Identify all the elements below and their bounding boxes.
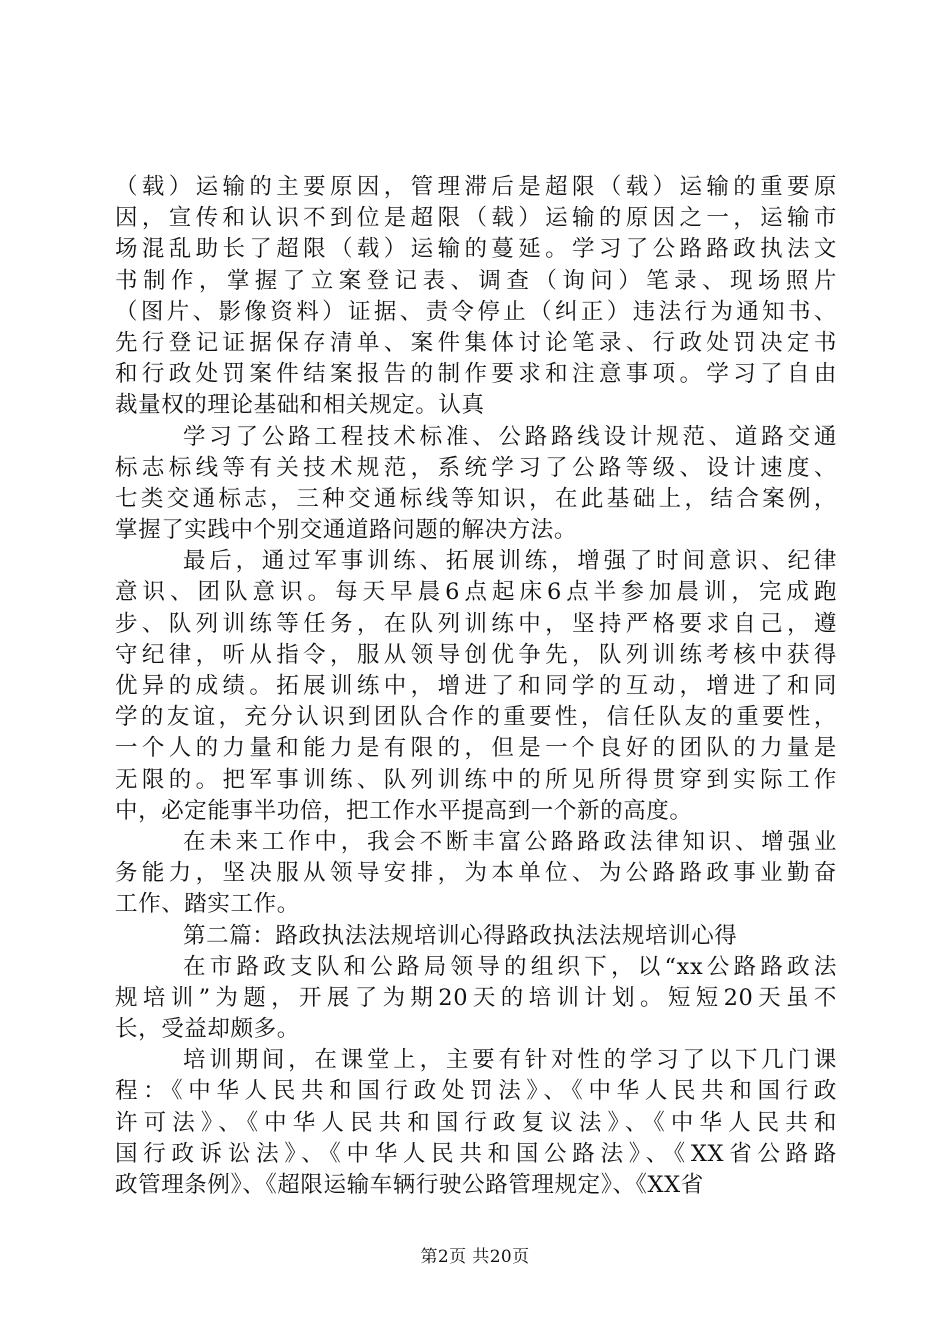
text-line: 在市路政支队和公路局领导的组织下，以“xx公路路政法	[183, 953, 837, 980]
page-footer: 第2页 共20页	[420, 1247, 530, 1267]
text-line: 在未来工作中，我会不断丰富公路路政法律知识、增强业	[183, 828, 837, 855]
paragraph	[115, 827, 837, 921]
paragraph	[115, 546, 837, 827]
text-line: 优异的成绩。拓展训练中，增进了和同学的互动，增进了和同	[115, 673, 837, 699]
text-line: 政管理条例》、《超限运输车辆行驶公路管理规定》、《XX省	[115, 1172, 704, 1198]
text-line: 步、队列训练等任务，在队列训练中，坚持严格要求自己，遵	[115, 610, 837, 637]
text-line: 先行登记证据保存清单、案件集体讨论笔录、行政处罚决定书	[115, 329, 837, 356]
paragraph	[115, 1045, 837, 1201]
text-line: 书制作，掌握了立案登记表、调查（询问）笔录、现场照片	[115, 267, 837, 294]
text-line: 裁量权的理论基础和相关规定。认真	[115, 392, 485, 419]
text-line: 七类交通标志，三种交通标线等知识，在此基础上，结合案例，	[115, 485, 837, 512]
text-line: 规培训”为题，开展了为期20天的培训计划。短短20天虽不	[115, 984, 837, 1011]
text-line: 国行政诉讼法》、《中华人民共和国公路法》、《XX省公路路	[115, 1140, 837, 1167]
text-line: 学习了公路工程技术标准、公路路线设计规范、道路交通	[183, 423, 837, 450]
document-body	[115, 172, 837, 1201]
paragraph	[115, 172, 837, 422]
text-line: 学的友谊，充分认识到团队合作的重要性，信任队友的重要性，	[115, 704, 837, 731]
text-line: 意识、团队意识。每天早晨6点起床6点半参加晨训，完成跑	[115, 579, 837, 606]
text-line: 中，必定能事半功倍，把工作水平提高到一个新的高度。	[115, 797, 693, 824]
text-line: 一个人的力量和能力是有限的，但是一个良好的团队的力量是	[115, 735, 837, 762]
text-line: （图片、影像资料）证据、责令停止（纠正）违法行为通知书、	[115, 298, 837, 325]
text-line: 最后，通过军事训练、拓展训练，增强了时间意识、纪律	[183, 548, 837, 575]
text-line: 程：《中华人民共和国行政处罚法》、《中华人民共和国行政	[115, 1078, 837, 1105]
text-line: （载）运输的主要原因，管理滞后是超限（载）运输的重要原	[115, 174, 837, 200]
text-line: 和行政处罚案件结案报告的制作要求和注意事项。学习了自由	[115, 361, 837, 388]
text-line: 场混乱助长了超限（载）运输的蔓延。学习了公路路政执法文	[115, 236, 837, 263]
text-line: 工作、踏实工作。	[115, 891, 300, 918]
text-line: 许可法》、《中华人民共和国行政复议法》、《中华人民共和	[115, 1109, 837, 1136]
text-line: 长，受益却颇多。	[115, 1016, 300, 1043]
text-line: 培训期间，在课堂上，主要有针对性的学习了以下几门课	[183, 1047, 837, 1074]
paragraph	[115, 422, 837, 547]
paragraph	[115, 921, 837, 952]
paragraph	[115, 952, 837, 1046]
text-line: 无限的。把军事训练、队列训练中的所见所得贯穿到实际工作	[115, 766, 837, 793]
text-line: 第二篇：路政执法法规培训心得路政执法法规培训心得	[183, 922, 738, 949]
text-line: 守纪律，听从指令，服从领导创优争先，队列训练考核中获得	[115, 641, 837, 668]
text-line: 因，宣传和认识不到位是超限（载）运输的原因之一，运输市	[115, 205, 837, 232]
text-line: 标志标线等有关技术规范，系统学习了公路等级、设计速度、	[115, 454, 837, 481]
text-line: 务能力，坚决服从领导安排，为本单位、为公路路政事业勤奋	[115, 860, 837, 887]
text-line: 掌握了实践中个别交通道路问题的解决方法。	[115, 517, 578, 544]
